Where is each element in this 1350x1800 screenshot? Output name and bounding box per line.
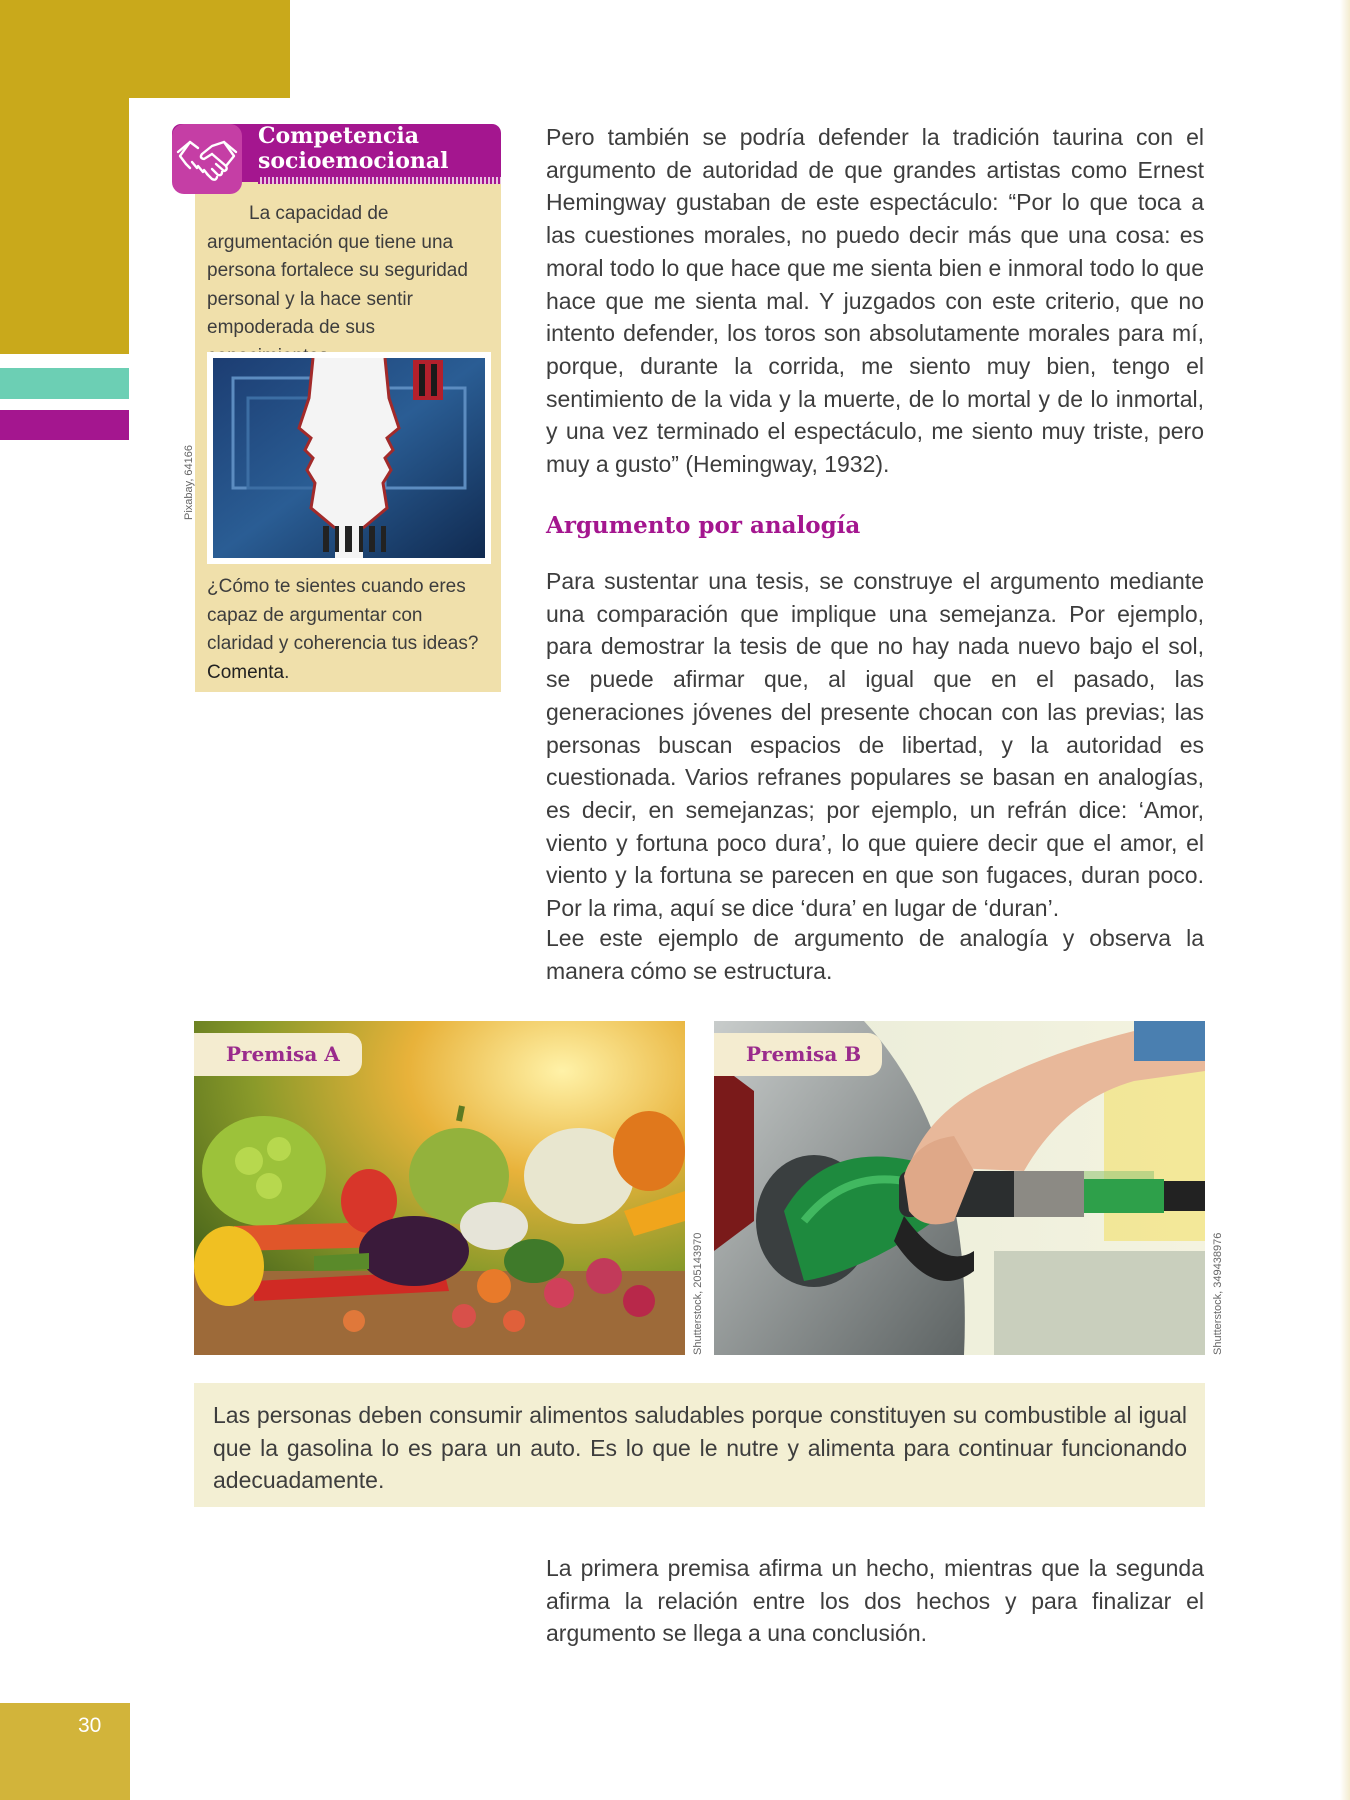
section-heading: Argumento por analogía bbox=[546, 512, 861, 539]
paragraph-analogy-explanation: Para sustentar una tesis, se construye el argumento mediante una comparación que implique una semejanza. Por ejemplo, para demostrar la tesis de que no hay nada nuevo bajo el sol, se puede afirmar que, al igual que en el pasado, las generaciones jóvenes del presente chocan con las previas; las personas buscan espacios de libertad, y la autoridad es cuestionada. Varios refranes populares se basan en analogías, es decir, en semejanzas; por ejemplo, un refrán dice: ‘Amor, viento y fortuna poco dura’, lo que quiere decir que el amor, el viento y la fortuna se parecen en que son fugaces, duran poco. Por la rima, aquí se dice ‘dura’ en lugar de ‘duran’. bbox=[546, 568, 1204, 922]
conclusion-text: Las personas deben consumir alimentos saludables porque constituyen su combustible al igual que la gasolina lo es para un auto. Es lo que le nutre y alimenta para continuar funcionando adecuadamente. bbox=[213, 1402, 1187, 1494]
faces-photo bbox=[207, 352, 491, 564]
sidebar-action-suffix: . bbox=[284, 661, 290, 683]
photo-credit-b: Shutterstock, 349438976 bbox=[1212, 1232, 1224, 1355]
page-edge-shade bbox=[1340, 0, 1350, 1800]
paragraph-summary: La primera premisa afirma un hecho, mientras que la segunda afirma la relación entre los dos hechos y para finalizar el argumento se llega a una conclusión. bbox=[546, 1555, 1204, 1647]
handshake-icon bbox=[172, 124, 242, 194]
paragraph-instruction: Lee este ejemplo de argumento de analogía y observa la manera cómo se estructura. bbox=[546, 925, 1204, 984]
premise-a-tag: Premisa A bbox=[194, 1033, 362, 1076]
magenta-accent-bar bbox=[0, 410, 129, 440]
sidebar-text-content: La capacidad de argumentación que tiene una persona fortalece su seguridad personal y la hace sentir empoderada de sus bbox=[207, 203, 468, 338]
sidebar-action: Comenta bbox=[207, 661, 285, 683]
sidebar-title-line1: Competencia bbox=[258, 123, 420, 149]
sidebar-header-stripe bbox=[258, 177, 501, 184]
sidebar-question-text: ¿Cómo te sientes cuando eres capaz de argumentar con claridad y coherencia tus ideas? bbox=[207, 576, 479, 654]
photo-credit-a: Shutterstock, 205143970 bbox=[692, 1232, 704, 1355]
sidebar-question bbox=[207, 573, 494, 687]
premise-b-tag: Premisa B bbox=[714, 1033, 882, 1076]
gold-corner-block bbox=[0, 0, 290, 98]
paragraph-authority-argument: Pero también se podría defender la tradición taurina con el argumento de autoridad de que grandes artistas como Ernest Hemingway gustaban de este espectáculo: “Por lo que toca a las cuestiones morales, no puedo decir más que una cosa: es moral todo lo que hace que me sienta bien e inmoral todo lo que hace que me sienta mal. Y juzgados con este criterio, que no intento defender, los toros son absolutamente morales para mí, porque, durante la corrida, me siento muy bien, tengo el sentimiento de la vida y la muerte, de lo mortal y de lo inmortal, y una vez terminado el espectáculo, me siento muy triste, pero muy a gusto” (Hemingway, 1932). bbox=[546, 124, 1204, 478]
photo-credit: Pixabay, 64166 bbox=[183, 444, 195, 520]
gold-side-band bbox=[0, 98, 129, 354]
page-number-tab bbox=[0, 1703, 130, 1800]
sidebar-text bbox=[207, 200, 494, 371]
page-number: 30 bbox=[78, 1714, 102, 1737]
sidebar-title-line2: socioemocional bbox=[258, 148, 449, 174]
teal-accent-bar bbox=[0, 368, 129, 399]
sidebar-title bbox=[258, 124, 498, 174]
